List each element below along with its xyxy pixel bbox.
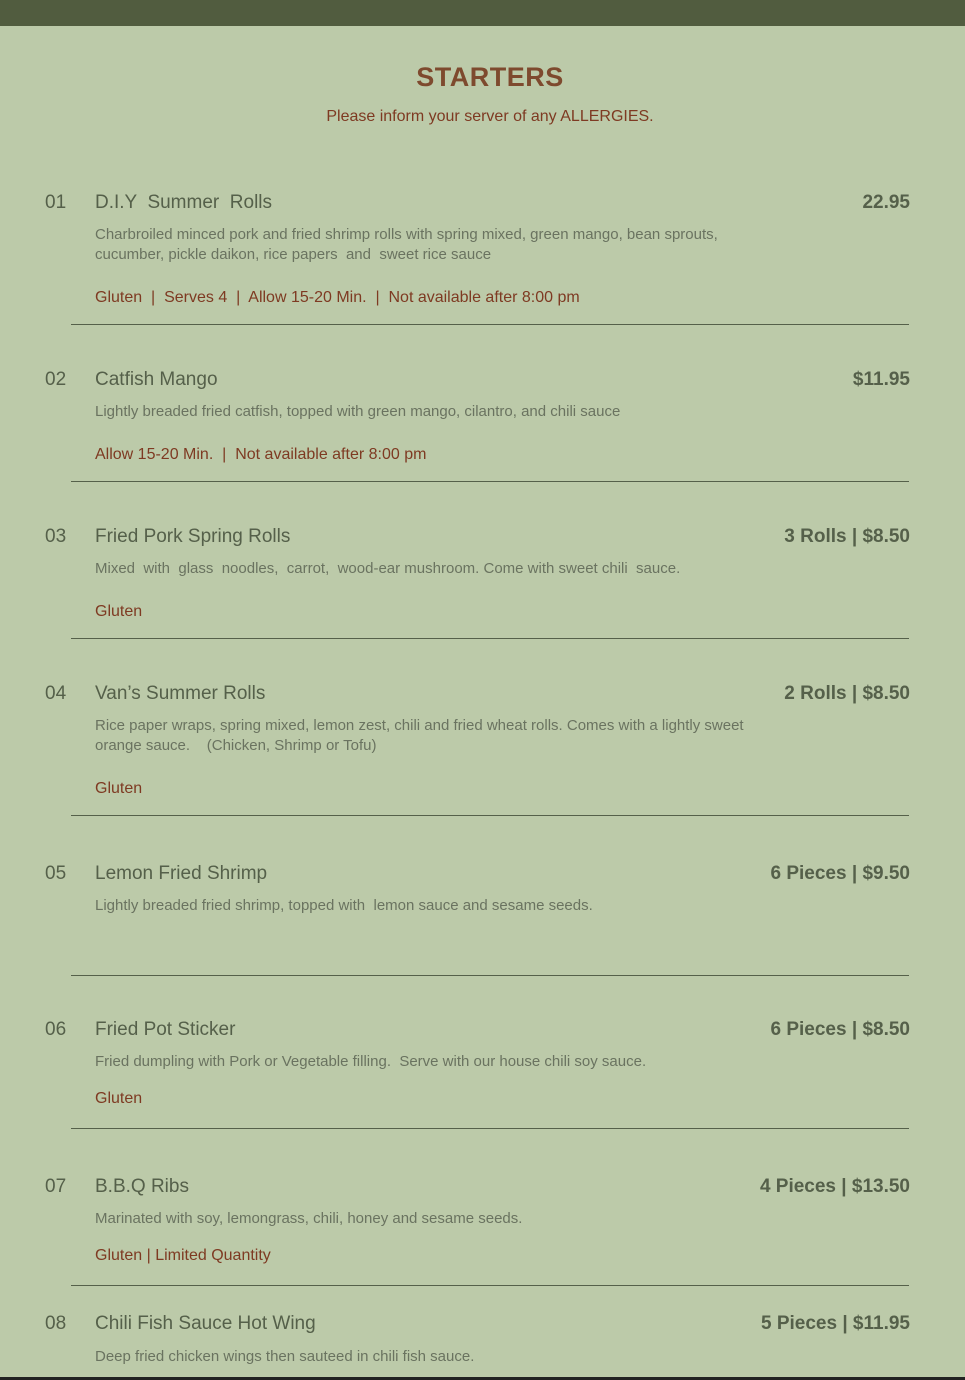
item-number: 05 (45, 863, 67, 884)
item-price: 6 Pieces | $9.50 (770, 863, 910, 884)
divider (71, 815, 909, 816)
item-price: 3 Rolls | $8.50 (784, 526, 910, 547)
item-price: 6 Pieces | $8.50 (770, 1019, 910, 1040)
item-tags: Allow 15-20 Min. | Not available after 8:00 pm (95, 446, 427, 463)
item-name: Chili Fish Sauce Hot Wing (95, 1313, 316, 1334)
item-number: 08 (45, 1313, 67, 1334)
item-description: Charbroiled minced pork and fried shrimp rolls with spring mixed, green mango, bean sprouts, cucumber, pickle daikon, rice papers and sweet rice sauce (95, 226, 722, 263)
item-tags: Gluten | Serves 4 | Allow 15-20 Min. | Not available after 8:00 pm (95, 289, 580, 306)
item-tags: Gluten (95, 780, 143, 797)
item-description: Rice paper wraps, spring mixed, lemon zest, chili and fried wheat rolls. Comes with a lightly sweet orange sauce. (Chicken, Shrimp or Tofu) (95, 717, 748, 754)
divider (71, 638, 909, 639)
item-price: 22.95 (862, 192, 910, 213)
item-name: Lemon Fried Shrimp (95, 863, 268, 884)
item-name: B.B.Q Ribs (95, 1176, 189, 1197)
item-description: Lightly breaded fried shrimp, topped with lemon sauce and sesame seeds. (95, 897, 593, 914)
item-name: Catfish Mango (95, 369, 218, 390)
item-number: 04 (45, 683, 67, 704)
item-name: D.I.Y Summer Rolls (95, 192, 273, 213)
item-price: 4 Pieces | $13.50 (759, 1176, 910, 1197)
item-description: Lightly breaded fried catfish, topped with green mango, cilantro, and chili sauce (95, 403, 621, 420)
item-price: 5 Pieces | $11.95 (760, 1313, 910, 1334)
item-description: Deep fried chicken wings then sauteed in chili fish sauce. (95, 1348, 475, 1365)
divider (71, 1285, 909, 1286)
item-number: 07 (45, 1176, 67, 1197)
allergy-notice: Please inform your server of any ALLERGIES. (326, 108, 654, 125)
item-price: $11.95 (852, 369, 910, 390)
item-tags: Gluten | Limited Quantity (95, 1247, 271, 1264)
item-description: Mixed with glass noodles, carrot, wood-ear mushroom. Come with sweet chili sauce. (95, 560, 681, 577)
item-number: 03 (45, 526, 67, 547)
divider (71, 324, 909, 325)
item-description: Marinated with soy, lemongrass, chili, honey and sesame seeds. (95, 1210, 523, 1227)
item-number: 06 (45, 1019, 67, 1040)
item-tags: Gluten (95, 603, 143, 620)
item-name: Fried Pork Spring Rolls (95, 526, 291, 547)
item-description: Fried dumpling with Pork or Vegetable filling. Serve with our house chili soy sauce. (95, 1053, 647, 1070)
top-bar (0, 0, 965, 26)
divider (71, 1128, 909, 1129)
item-name: Van’s Summer Rolls (95, 683, 266, 704)
item-price: 2 Rolls | $8.50 (784, 683, 910, 704)
menu-section-title: STARTERS (416, 62, 564, 92)
divider (71, 975, 909, 976)
item-number: 02 (45, 369, 67, 390)
item-name: Fried Pot Sticker (95, 1019, 236, 1040)
item-number: 01 (45, 192, 67, 213)
item-tags: Gluten (95, 1090, 143, 1107)
divider (71, 481, 909, 482)
